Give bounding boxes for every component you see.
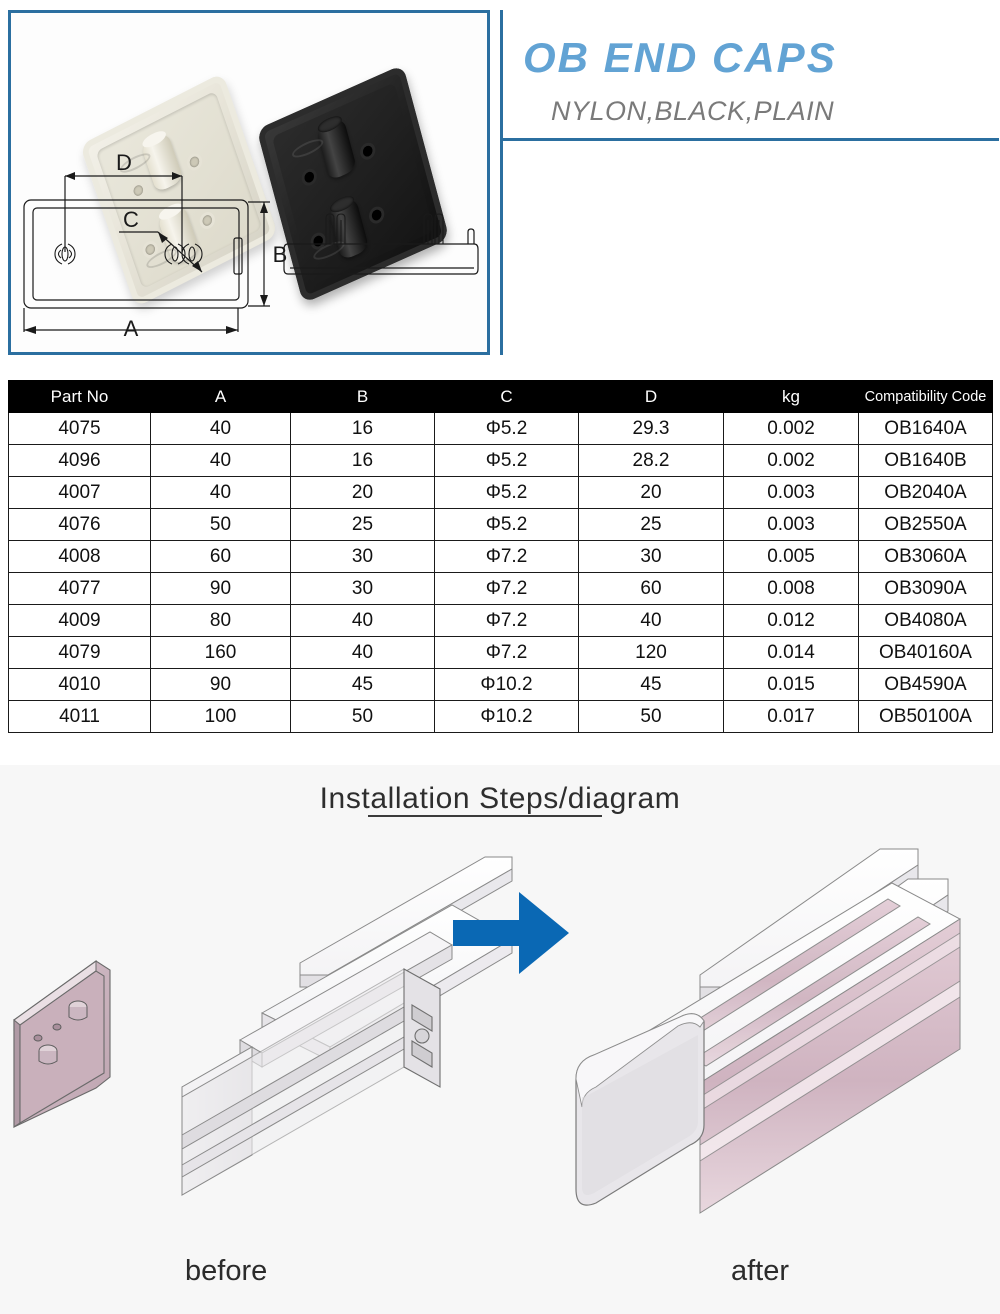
- before-extrusion: [182, 857, 512, 1195]
- cell-c: Φ5.2: [435, 413, 579, 445]
- cell-part-no: 4008: [9, 541, 151, 573]
- cell-b: 40: [291, 605, 435, 637]
- cell-part-no: 4010: [9, 669, 151, 701]
- cell-code: OB4080A: [859, 605, 993, 637]
- cell-c: Φ7.2: [435, 541, 579, 573]
- cell-c: Φ7.2: [435, 573, 579, 605]
- cell-a: 60: [151, 541, 291, 573]
- cell-b: 16: [291, 445, 435, 477]
- col-header-a: A: [151, 381, 291, 413]
- installation-heading-underline: [368, 815, 602, 817]
- page-title: OB END CAPS: [523, 34, 837, 81]
- table-row: [9, 413, 993, 445]
- col-header-part-no: Part No: [9, 381, 151, 413]
- cell-d: 40: [579, 605, 724, 637]
- cell-part-no: 4076: [9, 509, 151, 541]
- label-before: before: [185, 1255, 268, 1287]
- cell-kg: 0.005: [724, 541, 859, 573]
- cell-b: 30: [291, 573, 435, 605]
- cell-d: 30: [579, 541, 724, 573]
- installation-section: [0, 765, 1000, 1314]
- cell-code: OB3090A: [859, 573, 993, 605]
- cell-b: 25: [291, 509, 435, 541]
- cell-code: OB50100A: [859, 701, 993, 733]
- cell-code: OB4590A: [859, 669, 993, 701]
- cell-part-no: 4079: [9, 637, 151, 669]
- cell-c: Φ5.2: [435, 445, 579, 477]
- table-row: [9, 509, 993, 541]
- cell-code: OB2040A: [859, 477, 993, 509]
- technical-drawing: [6, 140, 496, 340]
- cell-c: Φ10.2: [435, 701, 579, 733]
- cell-d: 50: [579, 701, 724, 733]
- cell-code: OB40160A: [859, 637, 993, 669]
- cell-c: Φ7.2: [435, 637, 579, 669]
- table-row: [9, 637, 993, 669]
- table-row: [9, 605, 993, 637]
- cell-code: OB2550A: [859, 509, 993, 541]
- col-header-c: C: [435, 381, 579, 413]
- before-end-cap: [14, 961, 110, 1127]
- cell-d: 120: [579, 637, 724, 669]
- table-row: [9, 541, 993, 573]
- after-extrusion: [576, 849, 960, 1213]
- cell-a: 40: [151, 413, 291, 445]
- specification-table: [8, 380, 993, 733]
- cell-b: 45: [291, 669, 435, 701]
- table-row: [9, 477, 993, 509]
- cell-c: Φ5.2: [435, 509, 579, 541]
- cell-part-no: 4096: [9, 445, 151, 477]
- header-divider: [503, 138, 999, 141]
- cell-a: 50: [151, 509, 291, 541]
- table-row: [9, 445, 993, 477]
- cell-kg: 0.008: [724, 573, 859, 605]
- cell-part-no: 4009: [9, 605, 151, 637]
- cell-b: 16: [291, 413, 435, 445]
- cell-code: OB3060A: [859, 541, 993, 573]
- cell-code: OB1640A: [859, 413, 993, 445]
- title-block: [500, 10, 996, 355]
- cell-a: 40: [151, 477, 291, 509]
- cell-part-no: 4075: [9, 413, 151, 445]
- dim-label-b: B: [272, 242, 288, 267]
- cell-part-no: 4007: [9, 477, 151, 509]
- table-row: [9, 573, 993, 605]
- cell-b: 20: [291, 477, 435, 509]
- cell-d: 29.3: [579, 413, 724, 445]
- cell-a: 90: [151, 669, 291, 701]
- cell-kg: 0.002: [724, 413, 859, 445]
- installation-diagram: [0, 835, 1000, 1245]
- col-header-b: B: [291, 381, 435, 413]
- cell-kg: 0.002: [724, 445, 859, 477]
- cell-part-no: 4077: [9, 573, 151, 605]
- cell-c: Φ7.2: [435, 605, 579, 637]
- cell-c: Φ10.2: [435, 669, 579, 701]
- cell-a: 90: [151, 573, 291, 605]
- cell-b: 50: [291, 701, 435, 733]
- cell-c: Φ5.2: [435, 477, 579, 509]
- cell-d: 20: [579, 477, 724, 509]
- col-header-kg: kg: [724, 381, 859, 413]
- cell-code: OB1640B: [859, 445, 993, 477]
- table-row: [9, 701, 993, 733]
- installation-heading: Installation Steps/diagram: [319, 782, 681, 815]
- cell-kg: 0.015: [724, 669, 859, 701]
- page-subtitle: NYLON,BLACK,PLAIN: [551, 96, 835, 126]
- table-row: [9, 669, 993, 701]
- dim-label-c: C: [123, 207, 139, 232]
- cell-a: 80: [151, 605, 291, 637]
- cell-b: 40: [291, 637, 435, 669]
- cell-a: 160: [151, 637, 291, 669]
- cell-kg: 0.014: [724, 637, 859, 669]
- col-header-compatibility-code: Compatibility Code: [859, 381, 993, 413]
- cell-part-no: 4011: [9, 701, 151, 733]
- label-after: after: [731, 1255, 790, 1287]
- dim-label-a: A: [123, 316, 139, 340]
- dim-label-d: D: [116, 150, 132, 175]
- cell-d: 25: [579, 509, 724, 541]
- cell-d: 28.2: [579, 445, 724, 477]
- table-body: [9, 413, 993, 733]
- cell-a: 40: [151, 445, 291, 477]
- cell-d: 45: [579, 669, 724, 701]
- cell-kg: 0.003: [724, 509, 859, 541]
- specification-table-container: [8, 380, 992, 733]
- cell-b: 30: [291, 541, 435, 573]
- col-header-d: D: [579, 381, 724, 413]
- cell-kg: 0.017: [724, 701, 859, 733]
- cell-a: 100: [151, 701, 291, 733]
- table-header-row: [9, 381, 993, 413]
- header-section: [0, 0, 1000, 378]
- cell-kg: 0.012: [724, 605, 859, 637]
- cell-kg: 0.003: [724, 477, 859, 509]
- cell-d: 60: [579, 573, 724, 605]
